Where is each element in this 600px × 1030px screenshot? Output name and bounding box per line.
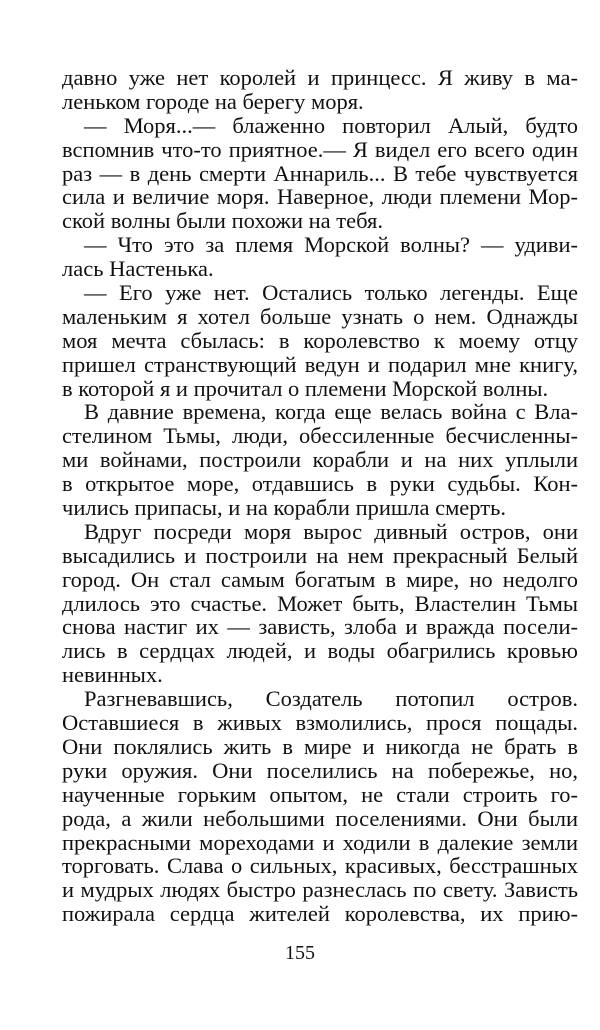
text-line: вспомнив что-то приятное.— Я видел его всего один	[62, 136, 578, 162]
text-line: Оставшиеся в живых взмолились, прося пощады.	[62, 710, 578, 736]
page-number: 155	[285, 942, 315, 964]
text-line: Вдруг посреди моря вырос дивный остров, они	[84, 518, 578, 544]
text-line: руки оружия. Они поселились на побережье, но,	[62, 757, 578, 783]
text-line: моя мечта сбылась: в королевство к моему отцу	[62, 327, 578, 353]
text-line: леньком городе на берегу моря.	[62, 88, 364, 114]
text-line: в открытое море, отдавшись в руки судьбы. Кон-	[62, 471, 578, 497]
text-line: высадились и построили на нем прекрасный Белый	[62, 542, 578, 568]
text-line: в которой я и прочитал о племени Морской волны.	[62, 375, 549, 401]
text-line: — Его уже нет. Остались только легенды. Еще	[84, 280, 578, 306]
text-line: пришел странствующий ведун и подарил мне книгу,	[62, 351, 578, 377]
text-line: прекрасными мореходами и ходили в далекие земли	[62, 829, 578, 855]
text-line: невинных.	[62, 662, 163, 688]
text-line: и мудрых людях быстро разнеслась по свету. Зависть	[62, 877, 578, 903]
text-line: — Что это за племя Морской волны? — удиви-	[84, 232, 578, 258]
text-line: наученные горьким опытом, не стали строить го-	[62, 781, 578, 807]
text-line: давно уже нет королей и принцесс. Я живу в ма-	[62, 65, 578, 90]
text-line: Разгневавшись, Создатель потопил остров.	[84, 686, 578, 712]
text-line: торговать. Слава о сильных, красивых, бесстрашных	[62, 853, 578, 879]
text-line: ми войнами, построили корабли и на них уплыли	[62, 447, 578, 473]
book-page-text	[62, 66, 578, 926]
text-line: Они поклялись жить в мире и никогда не брать в	[62, 733, 578, 759]
text-line: стелином Тьмы, люди, обессиленные бесчисленны-	[62, 423, 578, 449]
text-line: рода, а жили небольшими поселениями. Они были	[62, 805, 578, 831]
text-line: лись в сердцах людей, и воды обагрились кровью	[62, 638, 578, 664]
text-line: чились припасы, и на корабли пришла смерть.	[62, 495, 506, 521]
text-line: ской волны были похожи на тебя.	[62, 208, 383, 234]
text-line: длилось это счастье. Может быть, Властелин Тьмы	[62, 590, 578, 616]
text-line: В давние времена, когда еще велась война с Вла-	[84, 399, 578, 425]
text-line: раз — в день смерти Аннариль... В тебе чувствуется	[62, 160, 578, 186]
text-line: — Моря...— блаженно повторил Алый, будто	[84, 112, 578, 138]
text-line: пожирала сердца жителей королевства, их прию-	[62, 901, 578, 927]
text-line: город. Он стал самым богатым в мире, но недолго	[62, 566, 578, 592]
text-line: маленьким я хотел больше узнать о нем. Однажды	[62, 303, 578, 329]
text-line: лась Настенька.	[62, 256, 214, 282]
text-line: сила и величие моря. Наверное, люди племени Мор-	[62, 184, 578, 210]
text-line: снова настиг их — зависть, злоба и вражда посели-	[62, 614, 578, 640]
